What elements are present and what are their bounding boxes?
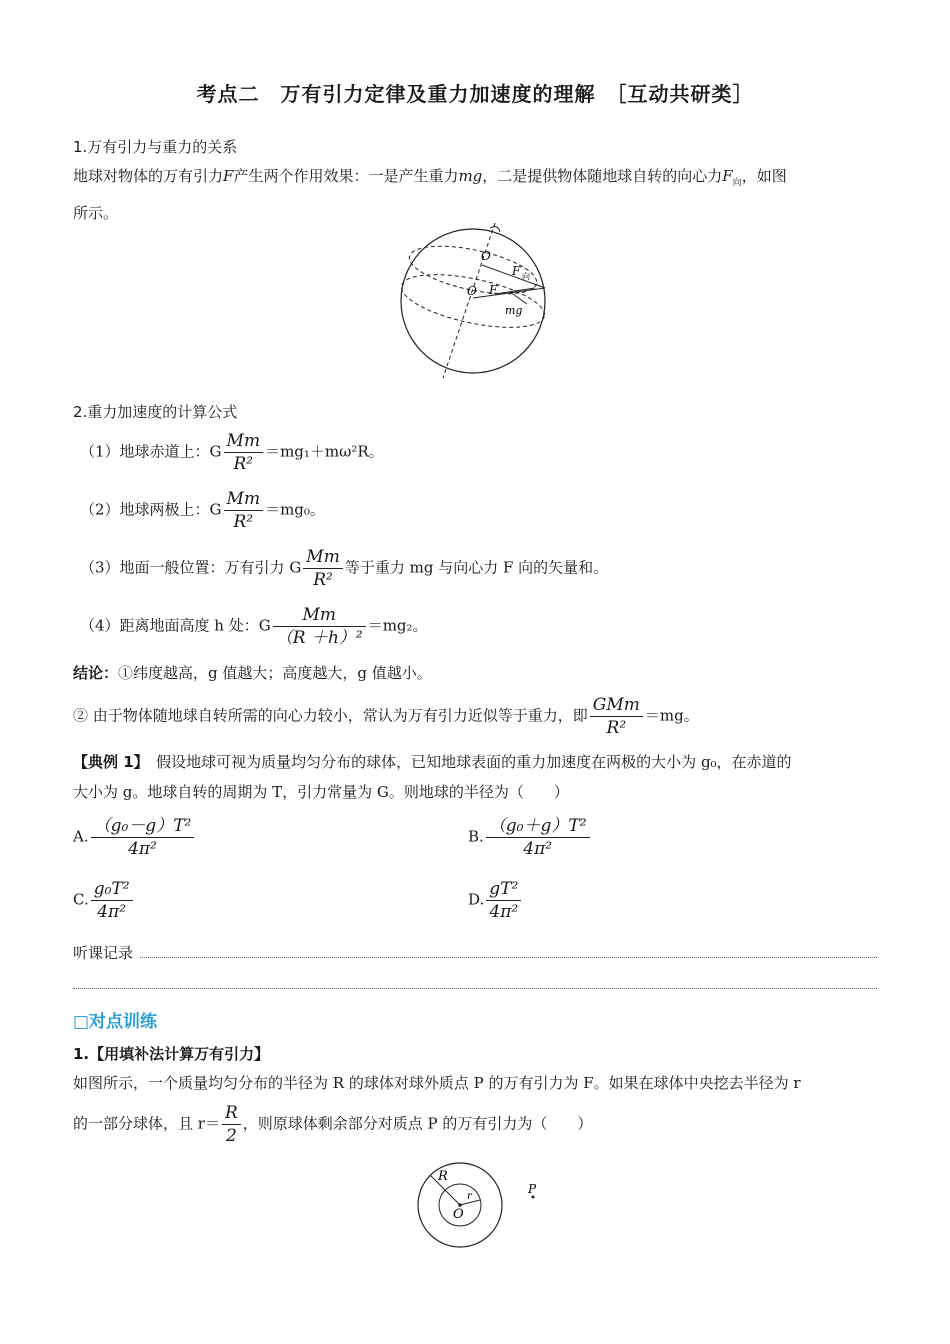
gravity-line <box>473 288 545 298</box>
option-B[interactable]: B. $\frac{\text{（g₀＋g）T²}}{\text{4π²}}$ <box>468 815 592 860</box>
option-A[interactable]: A. $\frac{\text{（g₀－g）T²}}{\text{4π²}}$ <box>73 815 196 860</box>
page-title: 考点二 万有引力定律及重力加速度的理解 ［互动共研类］ <box>196 82 754 106</box>
section1-heading: 1.万有引力与重力的关系 <box>73 138 238 156</box>
fig-label-F-mid: F <box>489 283 498 297</box>
question-1-line1: 如图所示，一个质量均匀分布的半径为 R 的球体对球外质点 P 的万有引力为 F。如果在球体中央挖去半径为 r <box>73 1074 801 1092</box>
notes-label: 听课记录 <box>73 944 134 962</box>
label-r: r <box>467 1191 472 1202</box>
notes-line-2[interactable] <box>73 988 877 989</box>
label-R: R <box>438 1169 448 1184</box>
formula-general: （3）地面一般位置：万有引力 G $\frac{Mm}{\text{R²}}$ 等于重力 mg 与向心力 F 向的矢量和。 <box>80 547 609 590</box>
section2-heading: 2.重力加速度的计算公式 <box>73 403 238 421</box>
formula-height: （4）距离地面高度 h 处：G $\frac{Mm}{\text{（R ＋h）²}}$ ＝mg₂。 <box>80 605 428 648</box>
fig-label-F: F <box>512 264 521 278</box>
conclusion-1: 结论：①纬度越高，g 值越大；高度越大，g 值越小。 <box>73 664 432 682</box>
training-heading: □对点训练 <box>73 1012 158 1032</box>
sphere-cavity-figure <box>405 1160 555 1255</box>
option-C[interactable]: C. $\frac{\text{g₀T²}}{\text{4π²}}$ <box>73 878 135 923</box>
mg-vector <box>510 292 527 304</box>
formula-equator: （1）地球赤道上：G $\frac{Mm}{\text{R²}}$ ＝mg₁＋mω²R。 <box>80 431 384 474</box>
label-P: P <box>528 1182 537 1196</box>
option-D[interactable]: D. $\frac{\text{gT²}}{\text{4π²}}$ <box>468 878 523 923</box>
fig-label-mg: mg <box>505 304 523 317</box>
label-O: O <box>453 1207 464 1222</box>
earth-gravity-figure <box>395 218 560 383</box>
fig-label-O-top: O <box>481 249 491 263</box>
fig-label-F-sub: 向 <box>522 272 530 281</box>
section1-paragraph: 地球对物体的万有引力F产生两个作用效果：一是产生重力mg，二是提供物体随地球自转的向心力$F_向$，如图 所示。 <box>73 167 787 222</box>
fig-label-O-center: O <box>467 284 477 298</box>
notes-line-1[interactable] <box>140 957 877 958</box>
question-1-title: 1.【用填补法计算万有引力】 <box>73 1045 270 1063</box>
example-1: 【典例 1】 假设地球可视为质量均匀分布的球体，已知地球表面的重力加速度在两极的大小为 g₀，在赤道的 大小为 g。地球自转的周期为 T，引力常量为 G。则地球的半径为（ ） <box>73 753 792 801</box>
axis-line <box>443 223 495 378</box>
conclusion-2: ② 由于物体随地球自转所需的向心力较小，常认为万有引力近似等于重力，即 $\frac{\text{GMm}}{\text{R²}}$ ＝mg。 <box>73 695 699 738</box>
question-1-line2: 的一部分球体，且 r＝ $\frac{R}{2}$ ，则原球体剩余部分对质点 P 的万有引力为（ ） <box>73 1103 593 1146</box>
formula-poles: （2）地球两极上：G $\frac{Mm}{\text{R²}}$ ＝mg₀。 <box>80 489 325 532</box>
